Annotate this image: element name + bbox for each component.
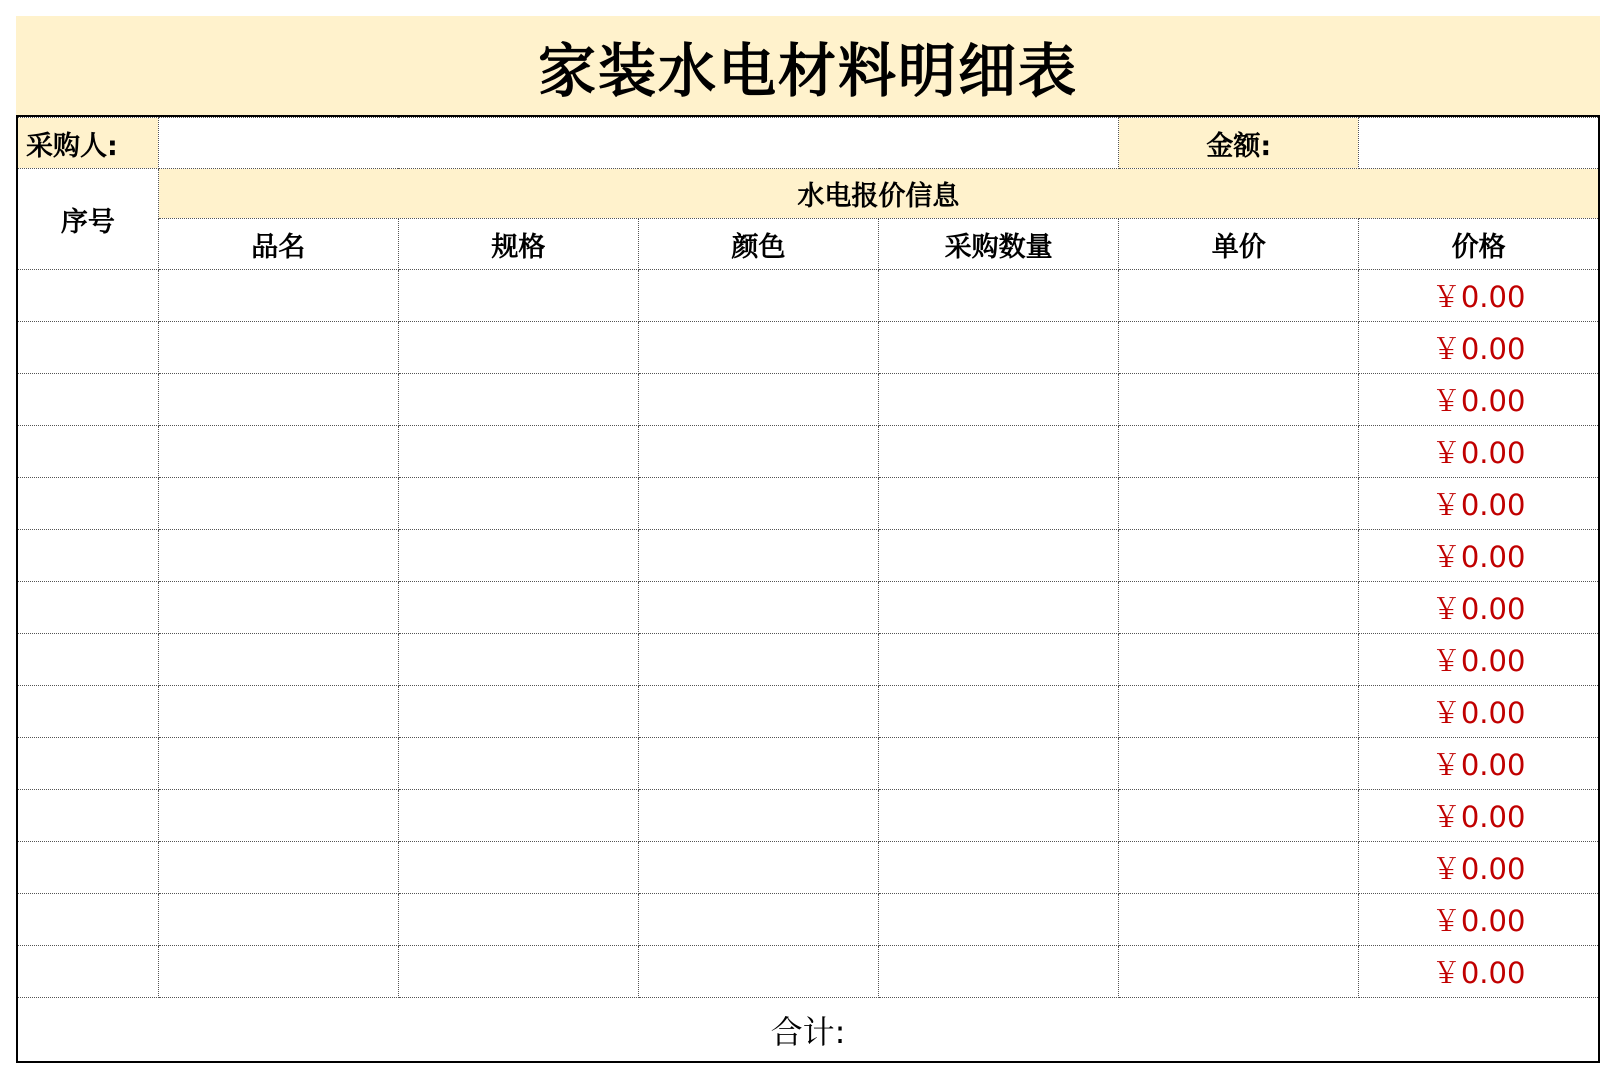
seq-cell[interactable] [17, 894, 158, 946]
quantity-cell[interactable] [879, 582, 1119, 634]
unit-price-cell[interactable] [1119, 582, 1359, 634]
seq-cell[interactable] [17, 374, 158, 426]
column-header-unit-price: 单价 [1119, 219, 1359, 270]
table-row [17, 946, 1599, 998]
color-cell[interactable] [638, 374, 878, 426]
price-cell[interactable]: ￥0.00 [1359, 478, 1599, 530]
color-cell[interactable] [638, 946, 878, 998]
seq-cell[interactable] [17, 790, 158, 842]
spec-cell[interactable] [398, 894, 638, 946]
table-row [17, 374, 1599, 426]
column-header-quantity: 采购数量 [879, 219, 1119, 270]
spec-cell[interactable] [398, 790, 638, 842]
seq-cell[interactable] [17, 322, 158, 374]
unit-price-cell[interactable] [1119, 842, 1359, 894]
quantity-cell[interactable] [879, 634, 1119, 686]
seq-cell[interactable] [17, 946, 158, 998]
price-cell[interactable]: ￥0.00 [1359, 946, 1599, 998]
seq-cell[interactable] [17, 270, 158, 322]
unit-price-cell[interactable] [1119, 894, 1359, 946]
color-cell[interactable] [638, 582, 878, 634]
quantity-cell[interactable] [879, 530, 1119, 582]
name-cell[interactable] [158, 478, 398, 530]
seq-cell[interactable] [17, 634, 158, 686]
table-row [17, 790, 1599, 842]
group-header-row [17, 169, 1599, 219]
unit-price-cell[interactable] [1119, 426, 1359, 478]
data-rows [17, 270, 1599, 998]
quantity-cell[interactable] [879, 686, 1119, 738]
name-cell[interactable] [158, 842, 398, 894]
price-cell[interactable]: ￥0.00 [1359, 790, 1599, 842]
color-cell[interactable] [638, 738, 878, 790]
color-cell[interactable] [638, 478, 878, 530]
seq-cell[interactable] [17, 686, 158, 738]
price-cell[interactable]: ￥0.00 [1359, 270, 1599, 322]
unit-price-cell[interactable] [1119, 478, 1359, 530]
unit-price-cell[interactable] [1119, 634, 1359, 686]
name-cell[interactable] [158, 738, 398, 790]
seq-cell[interactable] [17, 530, 158, 582]
color-cell[interactable] [638, 790, 878, 842]
unit-price-cell[interactable] [1119, 530, 1359, 582]
table-row [17, 582, 1599, 634]
table-row [17, 478, 1599, 530]
quantity-cell[interactable] [879, 270, 1119, 322]
seq-cell[interactable] [17, 478, 158, 530]
buyer-label: 采购人: [17, 118, 158, 169]
price-cell[interactable]: ￥0.00 [1359, 634, 1599, 686]
table-row [17, 738, 1599, 790]
table-row [17, 426, 1599, 478]
table-row [17, 322, 1599, 374]
amount-input-cell[interactable] [1359, 118, 1599, 169]
unit-price-cell[interactable] [1119, 686, 1359, 738]
color-cell[interactable] [638, 842, 878, 894]
price-cell[interactable]: ￥0.00 [1359, 582, 1599, 634]
table-row [17, 894, 1599, 946]
name-cell[interactable] [158, 894, 398, 946]
price-cell[interactable]: ￥0.00 [1359, 842, 1599, 894]
quantity-cell[interactable] [879, 374, 1119, 426]
spec-cell[interactable] [398, 530, 638, 582]
unit-price-cell[interactable] [1119, 374, 1359, 426]
color-cell[interactable] [638, 426, 878, 478]
spreadsheet-sheet [16, 16, 1600, 1063]
column-header-color: 颜色 [638, 219, 878, 270]
color-cell[interactable] [638, 686, 878, 738]
price-cell[interactable]: ￥0.00 [1359, 530, 1599, 582]
unit-price-cell[interactable] [1119, 790, 1359, 842]
seq-cell[interactable] [17, 582, 158, 634]
total-row [17, 998, 1599, 1063]
name-cell[interactable] [158, 634, 398, 686]
price-cell[interactable]: ￥0.00 [1359, 374, 1599, 426]
seq-cell[interactable] [17, 426, 158, 478]
name-cell[interactable] [158, 790, 398, 842]
unit-price-cell[interactable] [1119, 322, 1359, 374]
column-header-price: 价格 [1359, 219, 1599, 270]
color-cell[interactable] [638, 530, 878, 582]
price-cell[interactable]: ￥0.00 [1359, 894, 1599, 946]
buyer-input-cell[interactable] [158, 118, 1118, 169]
group-header: 水电报价信息 [158, 169, 1599, 219]
spec-cell[interactable] [398, 374, 638, 426]
unit-price-cell[interactable] [1119, 270, 1359, 322]
unit-price-cell[interactable] [1119, 738, 1359, 790]
seq-header: 序号 [17, 169, 158, 270]
spec-cell[interactable] [398, 686, 638, 738]
spec-cell[interactable] [398, 738, 638, 790]
name-cell[interactable] [158, 530, 398, 582]
spec-cell[interactable] [398, 478, 638, 530]
quantity-cell[interactable] [879, 738, 1119, 790]
spec-cell[interactable] [398, 842, 638, 894]
column-header-spec: 规格 [398, 219, 638, 270]
color-cell[interactable] [638, 634, 878, 686]
name-cell[interactable] [158, 322, 398, 374]
quantity-cell[interactable] [879, 322, 1119, 374]
color-cell[interactable] [638, 894, 878, 946]
quantity-cell[interactable] [879, 426, 1119, 478]
info-row [17, 118, 1599, 169]
spec-cell[interactable] [398, 634, 638, 686]
sheet-title: 家装水电材料明细表 [16, 16, 1600, 117]
name-cell[interactable] [158, 270, 398, 322]
spec-cell[interactable] [398, 322, 638, 374]
name-cell[interactable] [158, 686, 398, 738]
name-cell[interactable] [158, 582, 398, 634]
table-row [17, 842, 1599, 894]
table-row [17, 530, 1599, 582]
color-cell[interactable] [638, 270, 878, 322]
name-cell[interactable] [158, 946, 398, 998]
spec-cell[interactable] [398, 270, 638, 322]
table-row [17, 686, 1599, 738]
column-header-name: 品名 [158, 219, 398, 270]
quantity-cell[interactable] [879, 790, 1119, 842]
name-cell[interactable] [158, 374, 398, 426]
name-cell[interactable] [158, 426, 398, 478]
spec-cell[interactable] [398, 426, 638, 478]
price-cell[interactable]: ￥0.00 [1359, 686, 1599, 738]
quantity-cell[interactable] [879, 894, 1119, 946]
materials-table [16, 117, 1600, 1063]
column-header-row [17, 219, 1599, 270]
quantity-cell[interactable] [879, 478, 1119, 530]
table-row [17, 270, 1599, 322]
price-cell[interactable]: ￥0.00 [1359, 322, 1599, 374]
price-cell[interactable]: ￥0.00 [1359, 426, 1599, 478]
table-row [17, 634, 1599, 686]
amount-label: 金额: [1119, 118, 1359, 169]
spec-cell[interactable] [398, 946, 638, 998]
seq-cell[interactable] [17, 842, 158, 894]
seq-cell[interactable] [17, 738, 158, 790]
price-cell[interactable]: ￥0.00 [1359, 738, 1599, 790]
color-cell[interactable] [638, 322, 878, 374]
total-label: 合计: [17, 998, 1599, 1063]
spec-cell[interactable] [398, 582, 638, 634]
quantity-cell[interactable] [879, 842, 1119, 894]
unit-price-cell[interactable] [1119, 946, 1359, 998]
quantity-cell[interactable] [879, 946, 1119, 998]
